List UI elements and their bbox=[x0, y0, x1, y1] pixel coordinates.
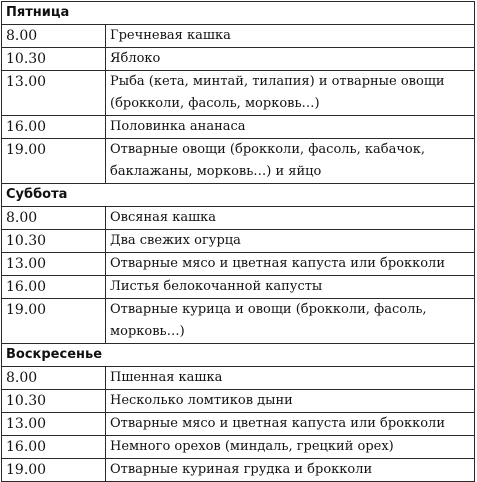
meal-time: 13.00 bbox=[2, 413, 106, 436]
meal-description: Половинка ананаса bbox=[106, 116, 475, 139]
meal-time: 10.30 bbox=[2, 230, 106, 253]
table-row bbox=[2, 48, 475, 71]
meal-time: 8.00 bbox=[2, 367, 106, 390]
table-row bbox=[2, 253, 475, 276]
meal-time: 16.00 bbox=[2, 436, 106, 459]
meal-time: 8.00 bbox=[2, 207, 106, 230]
table-row bbox=[2, 276, 475, 299]
meal-time: 19.00 bbox=[2, 459, 106, 482]
day-header-row bbox=[2, 344, 475, 367]
table-row bbox=[2, 436, 475, 459]
day-name: Пятница bbox=[2, 2, 475, 25]
meal-description: Отварные овощи (брокколи, фасоль, кабачок, баклажаны, морковь…) и яйцо bbox=[106, 139, 475, 184]
table-row bbox=[2, 299, 475, 344]
table-row bbox=[2, 71, 475, 116]
day-name: Суббота bbox=[2, 184, 475, 207]
meal-description: Рыба (кета, минтай, тилапия) и отварные овощи (брокколи, фасоль, морковь…) bbox=[106, 71, 475, 116]
meal-time: 13.00 bbox=[2, 71, 106, 116]
table-row bbox=[2, 139, 475, 184]
meal-description: Отварные куриная грудка и брокколи bbox=[106, 459, 475, 482]
meal-time: 10.30 bbox=[2, 48, 106, 71]
meal-description: Гречневая кашка bbox=[106, 25, 475, 48]
meal-description: Немного орехов (миндаль, грецкий орех) bbox=[106, 436, 475, 459]
meal-time: 13.00 bbox=[2, 253, 106, 276]
meal-description: Пшенная кашка bbox=[106, 367, 475, 390]
table-row bbox=[2, 230, 475, 253]
meal-description: Два свежих огурца bbox=[106, 230, 475, 253]
day-header-row bbox=[2, 2, 475, 25]
day-name: Воскресенье bbox=[2, 344, 475, 367]
meal-schedule-table bbox=[1, 1, 475, 482]
table-row bbox=[2, 207, 475, 230]
meal-time: 8.00 bbox=[2, 25, 106, 48]
meal-time: 10.30 bbox=[2, 390, 106, 413]
table-row bbox=[2, 390, 475, 413]
meal-time: 16.00 bbox=[2, 116, 106, 139]
meal-time: 19.00 bbox=[2, 299, 106, 344]
meal-description: Отварные курица и овощи (брокколи, фасоль, морковь…) bbox=[106, 299, 475, 344]
meal-time: 16.00 bbox=[2, 276, 106, 299]
meal-description: Отварные мясо и цветная капуста или брокколи bbox=[106, 253, 475, 276]
table-row bbox=[2, 116, 475, 139]
meal-description: Несколько ломтиков дыни bbox=[106, 390, 475, 413]
table-row bbox=[2, 459, 475, 482]
day-header-row bbox=[2, 184, 475, 207]
meal-description: Отварные мясо и цветная капуста или брокколи bbox=[106, 413, 475, 436]
table-row bbox=[2, 367, 475, 390]
meal-time: 19.00 bbox=[2, 139, 106, 184]
table-row bbox=[2, 25, 475, 48]
meal-description: Листья белокочанной капусты bbox=[106, 276, 475, 299]
meal-description: Овсяная кашка bbox=[106, 207, 475, 230]
table-row bbox=[2, 413, 475, 436]
meal-description: Яблоко bbox=[106, 48, 475, 71]
